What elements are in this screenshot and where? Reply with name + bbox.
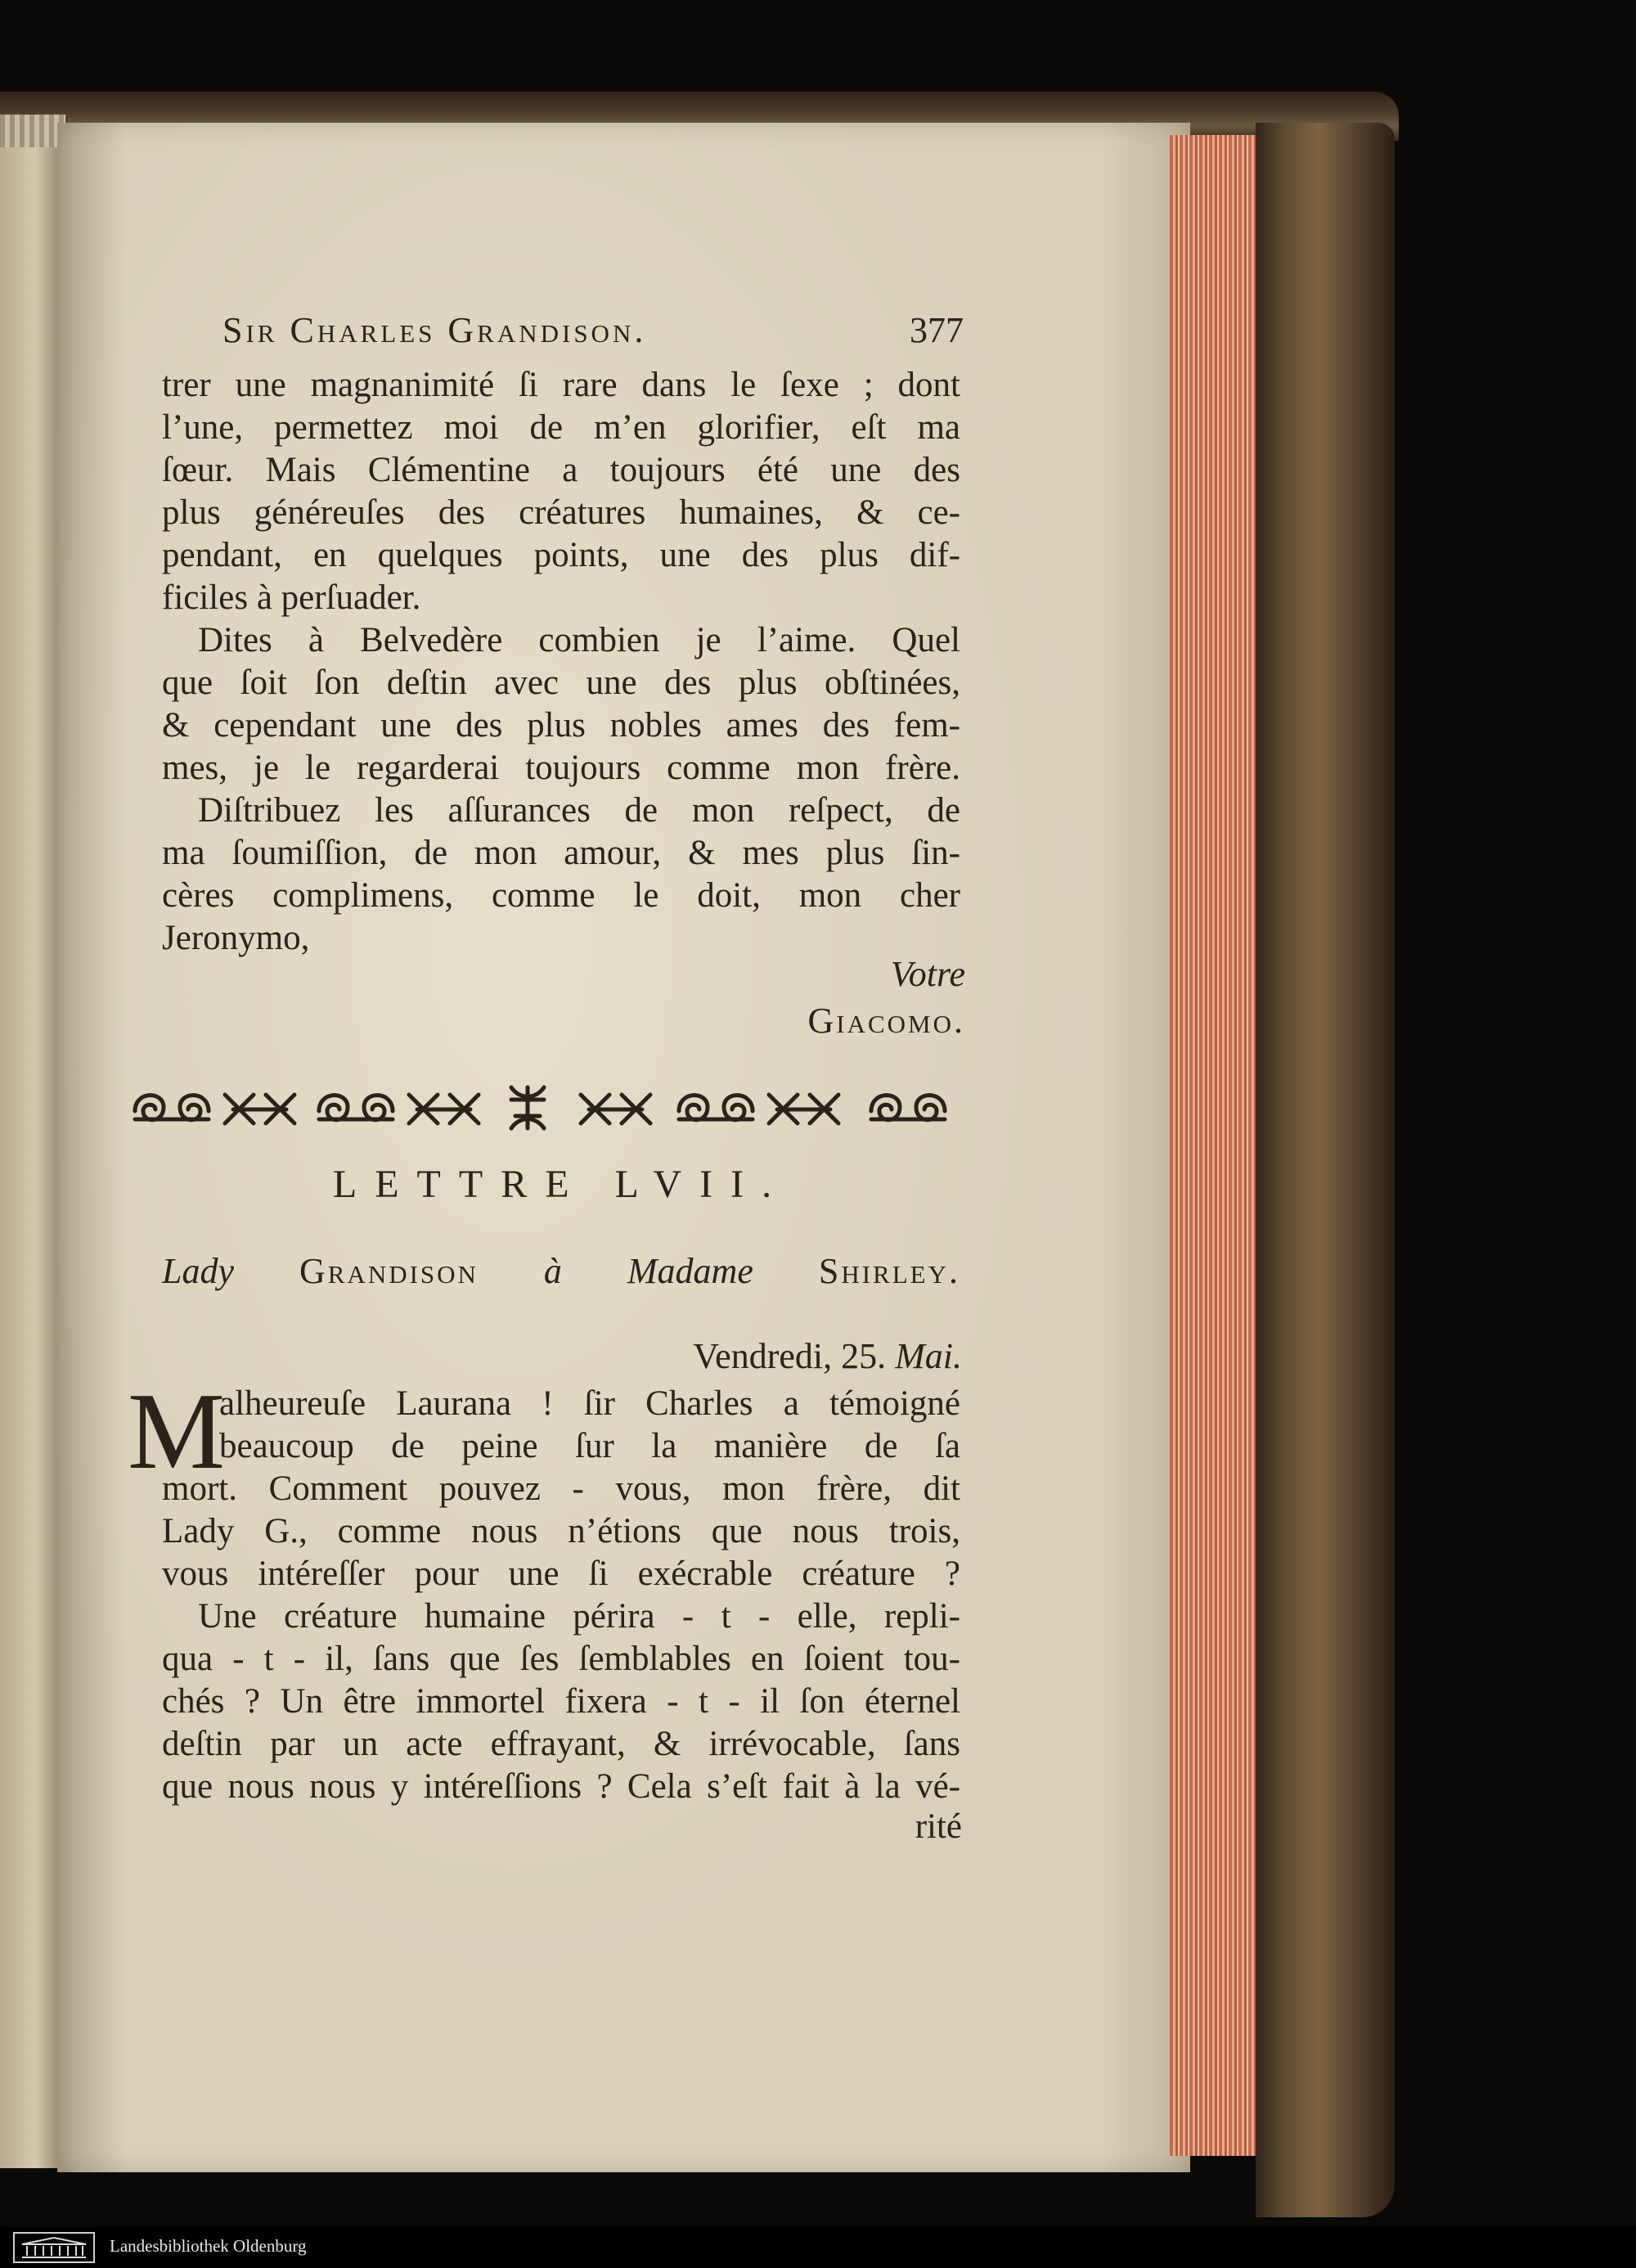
- text-line: que nous nous y intéreſſions ? Cela s’eſt fait à la vé-: [162, 1767, 960, 1806]
- date-month: Mai.: [895, 1336, 962, 1376]
- running-header: [222, 309, 964, 351]
- addressee-name: Grandison: [299, 1251, 479, 1291]
- page-edges: [1170, 135, 1258, 2156]
- text-line: chés ? Un être immortel fixera - t - il ſon éternel: [162, 1682, 960, 1721]
- text-line: plus généreuſes des créatures humaines, & ce-: [162, 493, 960, 532]
- text-line: vous intéreſſer pour une ſi exécrable créature ?: [162, 1555, 960, 1593]
- signature-name: Giacomo.: [807, 1001, 965, 1041]
- running-title: Sir Charles Grandison.: [222, 310, 647, 350]
- text-line: pendant, en quelques points, une des plus dif-: [162, 536, 960, 574]
- text-line: alheureuſe Laurana ! ſir Charles a témoigné: [219, 1384, 960, 1423]
- letter-date: [491, 1335, 962, 1377]
- library-logo-icon: [13, 2232, 95, 2263]
- text-line: ficiles à perſuader.: [162, 578, 421, 617]
- recipient-name: Shirley.: [818, 1251, 960, 1291]
- date-day: Vendredi, 25.: [693, 1336, 887, 1376]
- text-line: Dites à Belvedère combien je l’aime. Quel: [198, 621, 960, 659]
- text-line: ſœur. Mais Clémentine a toujours été une des: [162, 451, 960, 489]
- building-icon: [19, 2236, 89, 2259]
- text-line: beaucoup de peine ſur la manière de ſa: [219, 1427, 960, 1465]
- text-line: qua - t - il, ſans que ſes ſemblables en ſoient tou-: [162, 1640, 960, 1678]
- facing-page-edge: [0, 123, 64, 2168]
- spine-stitching: [0, 115, 65, 147]
- text-line: & cependant une des plus nobles ames des fem-: [162, 706, 960, 745]
- letter-addressee: [162, 1250, 960, 1292]
- page-number: 377: [910, 310, 964, 350]
- text-line: que ſoit ſon deſtin avec une des plus obſtinées,: [162, 664, 960, 702]
- book-cover-right: [1256, 123, 1395, 2217]
- drop-cap: M: [128, 1370, 226, 1492]
- text-line: Une créature humaine périra - t - elle, repli-: [198, 1597, 960, 1636]
- text-line: deſtin par un acte effrayant, & irrévocable, ſans: [162, 1725, 960, 1763]
- ornament-band-icon: [123, 1078, 965, 1136]
- letter-body: [162, 1383, 960, 1808]
- text-line: l’une, permettez moi de m’en glorifier, eſt ma: [162, 408, 960, 447]
- addressee-title: Lady: [162, 1251, 234, 1291]
- text-line: Lady G., comme nous n’étions que nous trois,: [162, 1512, 960, 1550]
- text-line: mort. Comment pouvez - vous, mon frère, dit: [162, 1469, 960, 1508]
- body-text: [162, 364, 960, 960]
- text-line: cères complimens, comme le doit, mon cher: [162, 876, 960, 915]
- addressee-preposition: à: [543, 1251, 562, 1291]
- text-line: trer une magnanimité ſi rare dans le ſexe ; dont: [162, 366, 960, 404]
- catchword: rité: [915, 1807, 962, 1846]
- recipient-title: Madame: [627, 1251, 753, 1291]
- library-name: Landesbibliothek Oldenburg: [110, 2236, 307, 2256]
- text-line: mes, je le regarderai toujours comme mon frère.: [162, 749, 960, 787]
- text-line: ma ſoumiſſion, de mon amour, & mes plus ſin-: [162, 834, 960, 872]
- text-line: Diſtribuez les aſſurances de mon reſpect, de: [198, 791, 960, 830]
- text-line: Jeronymo,: [162, 919, 310, 957]
- signature-closing: Votre: [890, 954, 965, 994]
- letter-heading: LETTRE LVII.: [332, 1163, 790, 1206]
